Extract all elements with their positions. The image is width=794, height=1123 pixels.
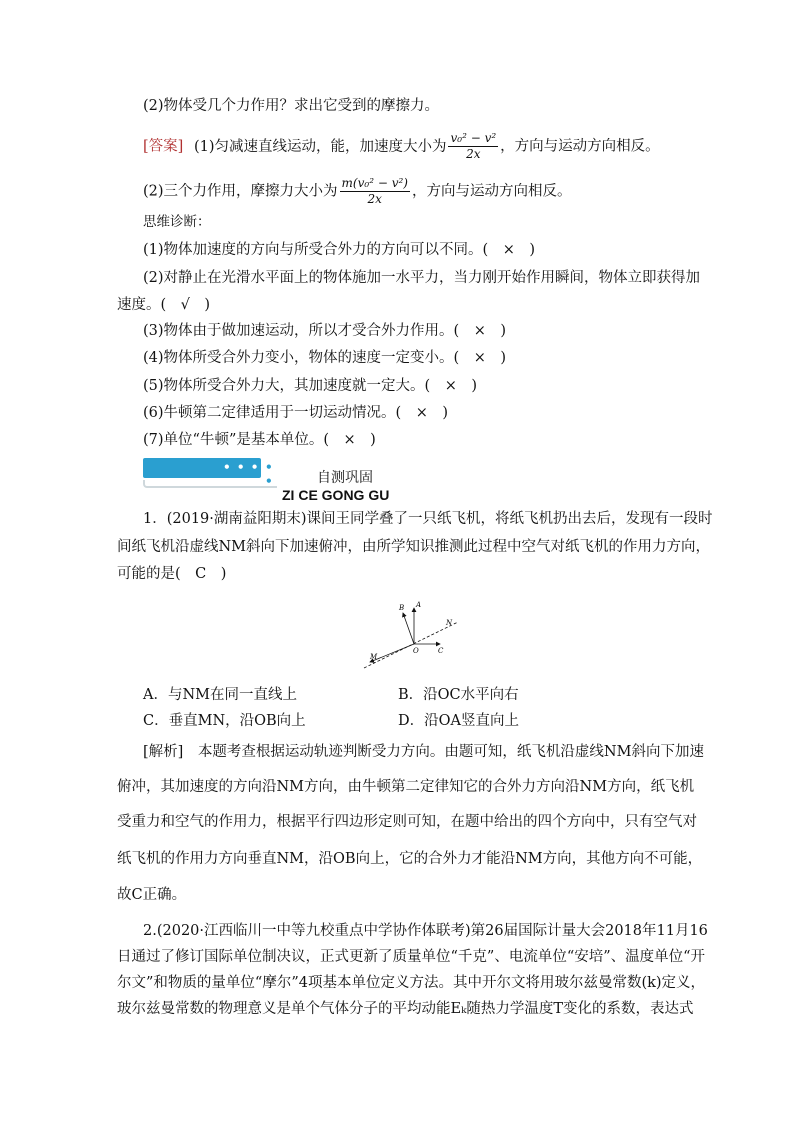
diagnosis-item: (4)物体所受合外力变小，物体的速度一定变小。( × ) <box>143 350 507 366</box>
question-2-line: 2.(2020·江西临川一中等九校重点中学协作体联考)第26届国际计量大会2018年11月16 <box>143 923 708 939</box>
label-c: C <box>438 647 444 655</box>
analysis-line: 故C正确。 <box>117 887 187 903</box>
label-a: A <box>416 601 422 609</box>
arrow-ob <box>403 613 414 644</box>
section-title: 自测巩固 <box>317 470 373 486</box>
friction-fraction: $\frac{\text{m(v₀² − v²)}}{2x}$ <box>341 176 408 206</box>
label-n: N <box>446 619 453 627</box>
banner-dots: • • • <box>223 460 260 474</box>
diagnosis-title: 思维诊断： <box>143 214 211 230</box>
answer-line-2: (2)三个力作用，摩擦力大小为 $\frac{\text{m(v₀² − v²)}}{2x}$ ，方向与运动方向相反。 <box>143 176 572 206</box>
question-2-line: 日通过了修订国际单位制决议，正式更新了质量单位“千克”、电流单位“安培”、温度单位“开 <box>117 949 706 965</box>
analysis-line: 受重力和空气的作用力，根据平行四边形定则可知，在题中给出的四个方向中，只有空气对 <box>117 814 697 830</box>
diagnosis-item: 速度。( √ ) <box>117 297 211 313</box>
question-1-line: 1．(2019·湖南益阳期末)课间王同学叠了一只纸飞机，将纸飞机扔出去后，发现有一段时 <box>143 511 713 527</box>
section-banner <box>143 458 281 488</box>
diagnosis-item: (7)单位“牛顿”是基本单位。( × ) <box>143 432 376 448</box>
question-2-line: 尔文”和物质的量单位“摩尔”4项基本单位定义方法。其中开尔文将用玻尔兹曼常数(k)定义， <box>117 975 706 991</box>
analysis-tag: [解析] <box>143 744 184 760</box>
question-part-2: (2)物体受几个力作用？求出它受到的摩擦力。 <box>143 98 440 114</box>
answer-tag: [答案] <box>143 138 184 155</box>
label-b: B <box>399 604 405 612</box>
diagnosis-item: (2)对静止在光滑水平面上的物体施加一水平力，当力刚开始作用瞬间，物体立即获得加 <box>143 270 701 286</box>
question-2-line: 玻尔兹曼常数的物理意义是单个气体分子的平均动能Eₖ随热力学温度T变化的系数，表达式 <box>117 1001 694 1017</box>
option-c: C．垂直MN，沿OB向上 <box>143 713 306 729</box>
diagnosis-item: (1)物体加速度的方向与所受合外力的方向可以不同。( × ) <box>143 242 536 258</box>
label-m: M <box>370 653 378 661</box>
answer-line-1: [答案] (1)匀减速直线运动，能，加速度大小为 $\frac{\text{v₀² − v²}}{2x}$ ，方向与运动方向相反。 <box>143 131 660 161</box>
diagnosis-item: (3)物体由于做加速运动，所以才受合外力作用。( × ) <box>143 323 507 339</box>
option-b: B．沿OC水平向右 <box>398 687 519 703</box>
banner-underline <box>143 480 277 488</box>
option-d: D．沿OA竖直向上 <box>398 713 519 729</box>
force-diagram <box>356 596 466 670</box>
label-o: O <box>413 647 419 655</box>
answer-1-text: (1)匀减速直线运动，能，加速度大小为 <box>193 138 447 155</box>
banner-dots-outer: • • <box>265 460 273 488</box>
question-1-line: 可能的是( C ) <box>117 566 227 582</box>
analysis-line: 纸飞机的作用力方向垂直NM，沿OB向上，它的合外力才能沿NM方向，其他方向不可能， <box>117 851 703 867</box>
analysis-line: 俯冲，其加速度的方向沿NM方向，由牛顿第二定律知它的合外力方向沿NM方向，纸飞机 <box>117 779 695 795</box>
diagnosis-item: (5)物体所受合外力大，其加速度就一定大。( × ) <box>143 378 478 394</box>
acceleration-fraction: $\frac{\text{v₀² − v²}}{2x}$ <box>450 131 497 161</box>
section-pinyin: ZI CE GONG GU <box>282 487 390 503</box>
diagnosis-item: (6)牛顿第二定律适用于一切运动情况。( × ) <box>143 405 449 421</box>
question-1-line: 间纸飞机沿虚线NM斜向下加速俯冲，由所学知识推测此过程中空气对纸飞机的作用力方向， <box>117 539 711 555</box>
analysis-line: [解析] 本题考查根据运动轨迹判断受力方向。由题可知，纸飞机沿虚线NM斜向下加速 <box>143 744 704 760</box>
option-a: A．与NM在同一直线上 <box>143 687 298 703</box>
